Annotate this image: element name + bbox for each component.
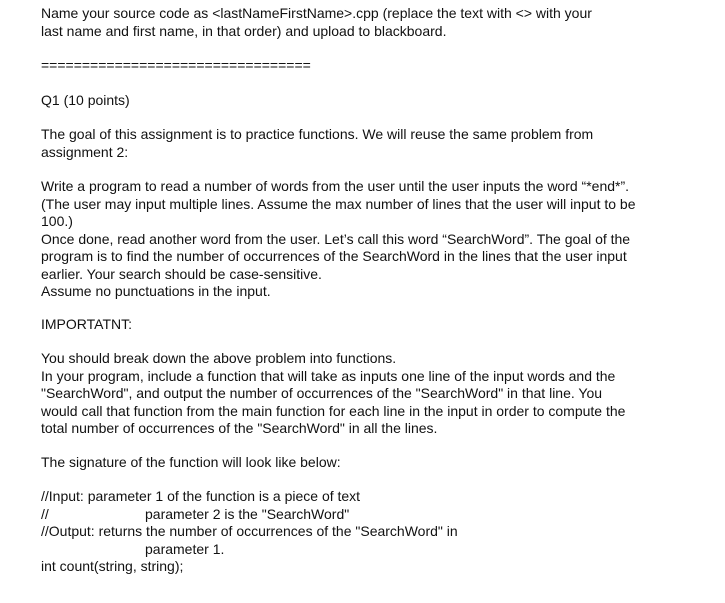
instructions-line-2: In your program, include a function that will take as inputs one line of the input words and the	[41, 367, 616, 384]
signature-param1-comment	[41, 541, 681, 559]
question-title: Q1 (10 points)	[41, 92, 130, 108]
intro-line-2: last name and first name, in that order) and upload to blackboard.	[41, 22, 447, 39]
instructions-line-3: "SearchWord", and output the number of occurrences of the "SearchWord" in that line. You	[41, 385, 603, 401]
comment-slashes: //	[41, 505, 49, 522]
separator-line: =================================	[41, 57, 311, 73]
goal-line-2: assignment 2:	[41, 143, 129, 160]
goal-line-1: The goal of this assignment is to practice functions. We will reuse the same problem from	[41, 126, 594, 142]
instructions-line-1: You should break down the above problem into functions.	[41, 350, 397, 366]
problem-line-3: 100.)	[41, 213, 73, 229]
problem-line-5: program is to find the number of occurrences of the SearchWord in the lines that the user input	[41, 248, 627, 264]
intro-paragraph	[41, 5, 681, 40]
signature-code-line: int count(string, string);	[41, 558, 184, 574]
function-signature-block	[41, 488, 681, 576]
signature-output-comment: //Output: returns the number of occurrences of the "SearchWord" in	[41, 523, 458, 539]
signature-param2-comment	[41, 506, 681, 524]
problem-line-1: Write a program to read a number of words from the user until the user inputs the word “*end*”.	[41, 178, 630, 194]
goal-paragraph	[41, 126, 681, 161]
intro-line-1: Name your source code as <lastNameFirstName>.cpp (replace the text with <> with your	[41, 5, 592, 21]
problem-line-4: Once done, read another word from the user. Let’s call this word “SearchWord”. The goal of the	[41, 230, 631, 247]
param2-text: parameter 2 is the "SearchWord"	[145, 505, 350, 522]
instructions-line-4: would call that function from the main function for each line in the input in order to compute the	[41, 402, 626, 419]
problem-line-2: (The user may input multiple lines. Assume the max number of lines that the user will input to be	[41, 195, 636, 212]
instructions-line-5: total number of occurrences of the "SearchWord" in all the lines.	[41, 420, 438, 436]
param1-text: parameter 1.	[145, 540, 225, 557]
signature-intro: The signature of the function will look like below:	[41, 454, 341, 470]
signature-input-comment: //Input: parameter 1 of the function is a piece of text	[41, 488, 361, 504]
problem-paragraph	[41, 178, 681, 301]
problem-line-7: Assume no punctuations in the input.	[41, 283, 271, 299]
important-label: IMPORTATNT:	[41, 316, 132, 332]
instructions-paragraph	[41, 350, 681, 438]
problem-line-6: earlier. Your search should be case-sensitive.	[41, 265, 322, 282]
